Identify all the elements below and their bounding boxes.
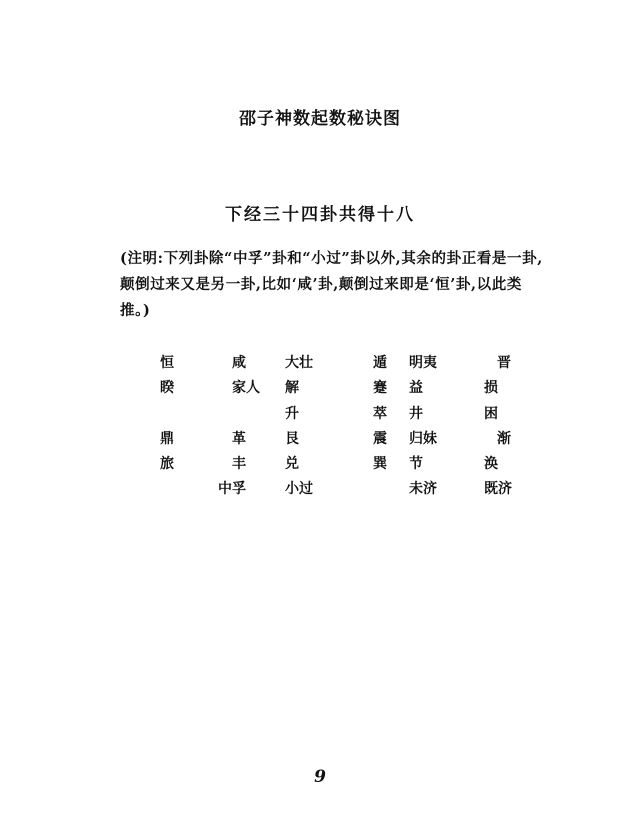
hexagram-name: 困	[484, 406, 498, 422]
hexagram-name: 咸	[232, 355, 246, 371]
hexagram-name: 涣	[484, 456, 498, 472]
page-title: 邵子神数起数秘诀图	[239, 109, 401, 129]
hexagram-name: 革	[232, 431, 246, 447]
hexagram-name: 家人	[232, 380, 260, 396]
hexagram-name: 震	[373, 431, 387, 447]
hexagram-name: 明夷	[409, 355, 437, 371]
hexagram-name: 晋	[497, 355, 511, 371]
hexagram-name: 解	[285, 380, 299, 396]
hexagram-name: 归妹	[409, 431, 437, 447]
hexagram-name: 恒	[160, 355, 174, 371]
hexagram-name: 鼎	[160, 431, 174, 447]
hexagram-name: 既济	[484, 481, 512, 497]
hexagram-name: 益	[409, 380, 423, 396]
explanatory-note: (注明:下列卦除“中孚”卦和“小过”卦以外,其余的卦正看是一卦,颠倒过来又是另一卦,比如‘咸’卦,颠倒过来即是‘恒’卦,以此类推。)	[120, 250, 543, 319]
page-number: 9	[314, 767, 326, 787]
hexagram-name: 小过	[285, 481, 313, 497]
hexagram-name: 丰	[232, 456, 246, 472]
hexagram-name: 蹇	[373, 380, 387, 396]
hexagram-name: 兑	[285, 456, 299, 472]
hexagram-name: 旅	[160, 456, 174, 472]
section-subtitle: 下经三十四卦共得十八	[225, 205, 415, 225]
hexagram-name: 渐	[497, 431, 511, 447]
hexagram-name: 节	[409, 456, 423, 472]
hexagram-name: 未济	[409, 481, 437, 497]
hexagram-name: 艮	[285, 431, 299, 447]
hexagram-name: 萃	[373, 406, 387, 422]
hexagram-name: 巽	[373, 456, 387, 472]
hexagram-name: 大壮	[285, 355, 313, 371]
hexagram-name: 升	[285, 406, 299, 422]
hexagram-name: 井	[409, 406, 423, 422]
hexagram-name: 损	[484, 380, 498, 396]
hexagram-name: 中孚	[218, 481, 246, 497]
hexagram-name: 睽	[160, 380, 174, 396]
hexagram-name: 遁	[373, 355, 387, 371]
